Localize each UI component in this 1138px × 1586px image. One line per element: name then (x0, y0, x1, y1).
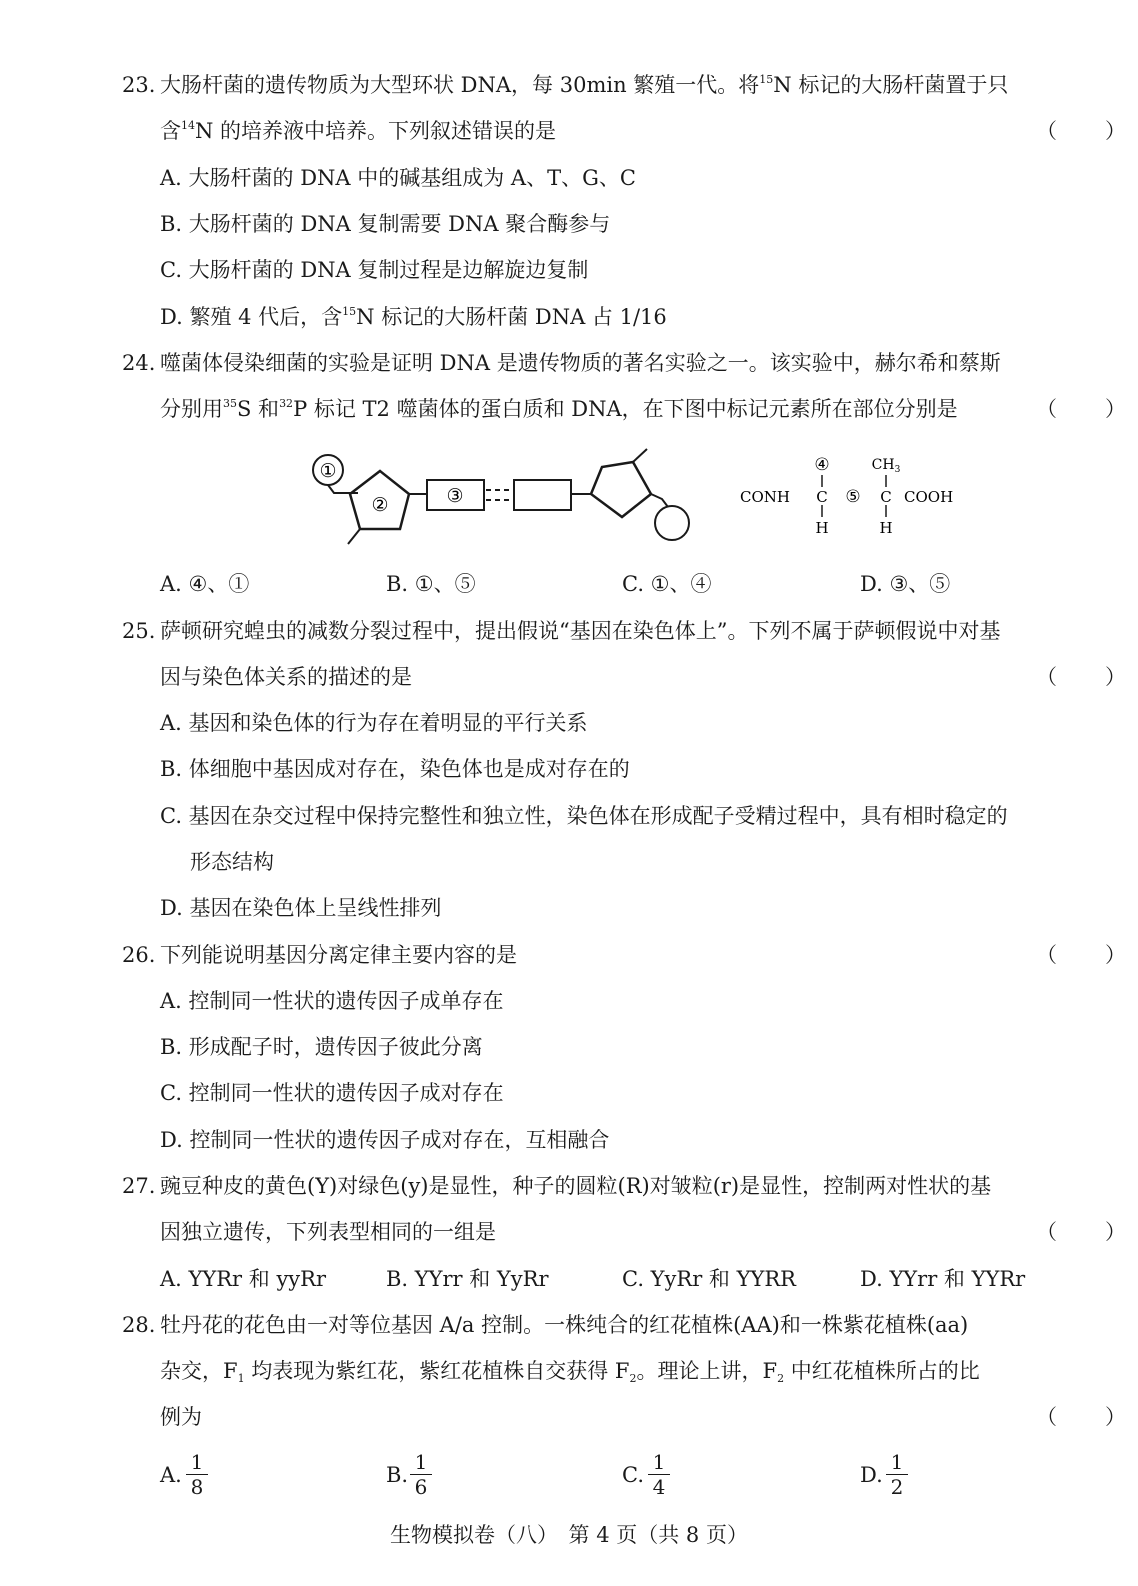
diagram-label-4: ④ (814, 455, 830, 475)
diagram-label-3: ③ (446, 485, 464, 507)
q25-option-a[interactable]: A. 基因和染色体的行为存在着明显的平行关系 (160, 711, 588, 735)
phosphate-bond-2 (651, 494, 668, 507)
q24-stem-part: S 和 (237, 397, 280, 421)
option-part: N 标记的大肠杆菌 DNA 占 1/16 (356, 305, 667, 329)
q23-stem-part: N 的培养液中培养。下列叙述错误的是 (195, 119, 557, 143)
q23-option-b[interactable]: B. 大肠杆菌的 DNA 复制需要 DNA 聚合酶参与 (160, 212, 611, 236)
q23-stem-line2 (160, 116, 556, 146)
q28-number: 28. (122, 1313, 156, 1337)
generation-sub: 1 (237, 1372, 245, 1385)
diagram-label-5: ⑤ (845, 487, 861, 507)
diagram-label-2: ② (371, 494, 389, 516)
fraction-one-half (886, 1450, 908, 1499)
answer-paren[interactable]: （ ） (1036, 1405, 1128, 1429)
q23-stem-part: N 标记的大肠杆菌置于只 (773, 73, 1009, 97)
q24-option-c[interactable]: C. ①、④ (622, 572, 712, 596)
fraction-denominator: 2 (890, 1475, 904, 1499)
isotope-sup: 35 (223, 397, 237, 410)
option-label: D. (860, 1463, 883, 1487)
q26-number: 26. (122, 943, 156, 967)
carbon-1: C (816, 488, 828, 506)
sugar-pentagon-2 (591, 462, 651, 517)
q25-number: 25. (122, 619, 156, 643)
diagram-label-1: ① (319, 460, 337, 482)
fraction-denominator: 4 (652, 1475, 666, 1499)
q23-option-a[interactable]: A. 大肠杆菌的 DNA 中的碱基组成为 A、T、G、C (160, 166, 636, 190)
q28-stem-part: 中红花植株所占的比 (784, 1359, 980, 1383)
q28-stem-part: 。理论上讲，F (636, 1359, 778, 1383)
fraction-numerator: 1 (410, 1450, 432, 1475)
hydrogen-1: H (815, 519, 829, 537)
q24-option-d[interactable]: D. ③、⑤ (860, 572, 951, 596)
q24-number: 24. (122, 351, 156, 375)
q24-stem-part: 分别用 (160, 397, 223, 421)
answer-paren[interactable]: （ ） (1036, 397, 1128, 421)
q23-stem-part: 大肠杆菌的遗传物质为大型环状 DNA，每 30min 繁殖一代。将 (160, 73, 760, 97)
page-footer: 生物模拟卷（八） 第 4 页（共 8 页） (390, 1523, 748, 1547)
q25-stem-line1: 萨顿研究蝗虫的减数分裂过程中，提出假说“基因在染色体上”。下列不属于萨顿假说中对基 (160, 619, 1001, 643)
q24-option-a[interactable]: A. ④、① (160, 572, 250, 596)
answer-paren[interactable]: （ ） (1036, 665, 1128, 689)
q25-option-c-cont: 形态结构 (190, 850, 274, 874)
q25-option-d[interactable]: D. 基因在染色体上呈线性排列 (160, 896, 442, 920)
q27-stem-line2: 因独立遗传，下列表型相同的一组是 (160, 1220, 496, 1244)
q26-option-c[interactable]: C. 控制同一性状的遗传因子成对存在 (160, 1081, 504, 1105)
fraction-numerator: 1 (886, 1450, 908, 1475)
q27-stem-line1: 豌豆种皮的黄色(Y)对绿色(y)是显性，种子的圆粒(R)对皱粒(r)是显性，控制两对性状的基 (160, 1174, 992, 1198)
q25-option-c[interactable]: C. 基因在杂交过程中保持完整性和独立性，染色体在形成配子受精过程中，具有相时稳定的 (160, 804, 1008, 828)
hydrogen-2: H (879, 519, 893, 537)
methyl-sub: 3 (894, 465, 901, 475)
fraction-numerator: 1 (648, 1450, 670, 1475)
q28-stem-line3: 例为 (160, 1405, 202, 1429)
carbon-2: C (880, 488, 892, 506)
q28-stem-line2 (160, 1356, 980, 1386)
option-label: B. (386, 1463, 409, 1487)
q28-stem-part: 杂交，F (160, 1359, 238, 1383)
q25-stem-line2: 因与染色体关系的描述的是 (160, 665, 412, 689)
methyl-text: CH (871, 457, 895, 473)
base-box-2 (514, 480, 571, 510)
methyl-group (872, 457, 901, 475)
q26-option-a[interactable]: A. 控制同一性状的遗传因子成单存在 (160, 989, 504, 1013)
option-label: A. (160, 1463, 182, 1487)
isotope-sup: 15 (759, 73, 774, 86)
fraction-denominator: 6 (414, 1475, 428, 1499)
q24-diagram (300, 447, 980, 557)
isotope-sup: 15 (342, 305, 357, 318)
fraction-one-sixth (410, 1450, 432, 1499)
option-label: C. (622, 1463, 644, 1487)
fraction-numerator: 1 (186, 1450, 208, 1475)
q26-stem-line1: 下列能说明基因分离定律主要内容的是 (160, 943, 517, 967)
q24-stem-part: P 标记 T2 噬菌体的蛋白质和 DNA，在下图中标记元素所在部位分别是 (293, 397, 958, 421)
isotope-sup: 32 (279, 397, 294, 410)
q24-stem-line1: 噬菌体侵染细菌的实验是证明 DNA 是遗传物质的著名实验之一。该实验中，赫尔希和蔡斯 (160, 351, 1001, 375)
q27-option-d[interactable]: D. YYrr 和 YYRr (860, 1267, 1026, 1291)
q27-number: 27. (122, 1174, 156, 1198)
sugar-tail-1 (348, 529, 360, 544)
q27-option-a[interactable]: A. YYRr 和 yyRr (160, 1267, 327, 1291)
isotope-sup: 14 (181, 119, 195, 132)
answer-paren[interactable]: （ ） (1036, 119, 1128, 143)
generation-sub: 2 (777, 1372, 785, 1385)
q24-stem-line2 (160, 394, 958, 424)
conh-group: CONH (740, 488, 790, 506)
q23-option-d[interactable] (160, 302, 667, 332)
cooh-group: COOH (904, 488, 954, 506)
q25-option-b[interactable]: B. 体细胞中基因成对存在，染色体也是成对存在的 (160, 757, 630, 781)
q28-stem-part: 均表现为紫红花，紫红花植株自交获得 F (244, 1359, 630, 1383)
q26-option-d[interactable]: D. 控制同一性状的遗传因子成对存在，互相融合 (160, 1128, 610, 1152)
q23-stem-line1 (160, 70, 1008, 100)
q23-option-c[interactable]: C. 大肠杆菌的 DNA 复制过程是边解旋边复制 (160, 258, 589, 282)
q23-number: 23. (122, 73, 156, 97)
answer-paren[interactable]: （ ） (1036, 943, 1128, 967)
phosphate-circle-2 (655, 506, 689, 540)
fraction-one-eighth (186, 1450, 208, 1499)
q27-option-b[interactable]: B. YYrr 和 YyRr (386, 1267, 549, 1291)
q23-stem-part: 含 (160, 119, 181, 143)
fraction-one-quarter (648, 1450, 670, 1499)
sugar-tail-2 (633, 449, 647, 462)
fraction-denominator: 8 (190, 1475, 204, 1499)
q27-option-c[interactable]: C. YyRr 和 YYRR (622, 1267, 796, 1291)
q28-stem-line1: 牡丹花的花色由一对等位基因 A/a 控制。一株纯合的红花植株(AA)和一株紫花植株(aa) (160, 1313, 969, 1337)
option-part: D. 繁殖 4 代后，含 (160, 305, 343, 329)
q24-option-b[interactable]: B. ①、⑤ (386, 572, 476, 596)
generation-sub: 2 (629, 1372, 637, 1385)
q26-option-b[interactable]: B. 形成配子时，遗传因子彼此分离 (160, 1035, 483, 1059)
answer-paren[interactable]: （ ） (1036, 1220, 1128, 1244)
